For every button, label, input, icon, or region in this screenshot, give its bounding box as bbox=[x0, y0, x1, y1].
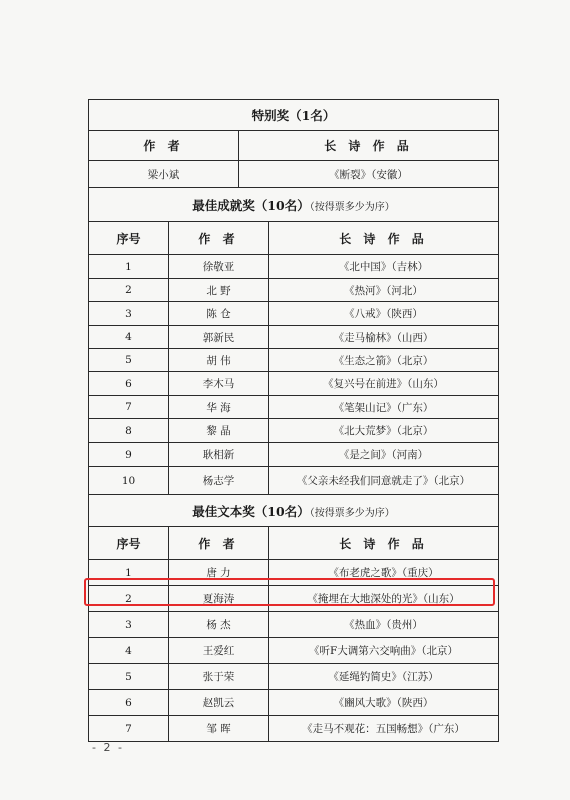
table-row bbox=[89, 326, 499, 349]
author-cell: 邹 晖 bbox=[169, 716, 269, 742]
number-cell: 5 bbox=[89, 349, 169, 372]
work-cell: 《豳风大歌》（陕西） bbox=[269, 690, 499, 716]
table-row bbox=[89, 419, 499, 443]
work-cell: 《父亲未经我们同意就走了》（北京） bbox=[269, 467, 499, 495]
author-cell: 梁小斌 bbox=[89, 161, 239, 188]
table-row bbox=[89, 443, 499, 467]
work-cell: 《断裂》（安徽） bbox=[239, 161, 499, 188]
text-award-title: 最佳文本奖（10名）（按得票多少为序） bbox=[89, 495, 499, 527]
table-row bbox=[89, 716, 499, 742]
ordering-note: （按得票多少为序） bbox=[309, 507, 395, 519]
author-cell: 王爱红 bbox=[169, 638, 269, 664]
author-cell: 唐 力 bbox=[169, 560, 269, 586]
author-cell: 徐敬亚 bbox=[169, 255, 269, 279]
author-cell: 夏海涛 bbox=[169, 586, 269, 612]
work-cell: 《北中国》（吉林） bbox=[269, 255, 499, 279]
author-cell: 华 海 bbox=[169, 396, 269, 419]
table-row bbox=[89, 161, 499, 188]
number-cell: 7 bbox=[89, 396, 169, 419]
author-cell: 耿相新 bbox=[169, 443, 269, 467]
work-cell: 《布老虎之歌》（重庆） bbox=[269, 560, 499, 586]
achievement-award-title-row bbox=[89, 188, 499, 222]
text-award-title-row bbox=[89, 495, 499, 527]
author-cell: 李木马 bbox=[169, 372, 269, 396]
col-work-header: 长 诗 作 品 bbox=[269, 527, 499, 560]
author-cell: 胡 伟 bbox=[169, 349, 269, 372]
table-row bbox=[89, 612, 499, 638]
table-row bbox=[89, 638, 499, 664]
work-cell: 《是之间》（河南） bbox=[269, 443, 499, 467]
number-cell: 9 bbox=[89, 443, 169, 467]
work-cell: 《延绳钓简史》（江苏） bbox=[269, 664, 499, 690]
col-work-header: 长 诗 作 品 bbox=[239, 131, 499, 161]
highlight-box bbox=[84, 578, 495, 606]
col-author-header: 作 者 bbox=[89, 131, 239, 161]
table-row bbox=[89, 349, 499, 372]
table-row bbox=[89, 690, 499, 716]
table-row bbox=[89, 396, 499, 419]
col-number-header: 序号 bbox=[89, 222, 169, 255]
number-cell: 4 bbox=[89, 326, 169, 349]
author-cell: 张于荣 bbox=[169, 664, 269, 690]
number-cell: 3 bbox=[89, 302, 169, 326]
author-cell: 杨志学 bbox=[169, 467, 269, 495]
work-cell: 《热血》（贵州） bbox=[269, 612, 499, 638]
table-row bbox=[89, 664, 499, 690]
work-cell: 《复兴号在前进》（山东） bbox=[269, 372, 499, 396]
work-cell: 《热河》（河北） bbox=[269, 279, 499, 302]
number-cell: 6 bbox=[89, 372, 169, 396]
work-cell: 《八戒》（陕西） bbox=[269, 302, 499, 326]
number-cell: 2 bbox=[89, 586, 169, 612]
work-cell: 《走马不观花：五国畅想》（广东） bbox=[269, 716, 499, 742]
special-award-title: 特别奖（1名） bbox=[89, 100, 499, 131]
number-cell: 3 bbox=[89, 612, 169, 638]
work-cell: 《笔架山记》（广东） bbox=[269, 396, 499, 419]
number-cell: 6 bbox=[89, 690, 169, 716]
number-cell: 4 bbox=[89, 638, 169, 664]
number-cell: 5 bbox=[89, 664, 169, 690]
col-number-header: 序号 bbox=[89, 527, 169, 560]
achievement-award-title: 最佳成就奖（10名）（按得票多少为序） bbox=[89, 188, 499, 222]
page-number: - 2 - bbox=[92, 741, 124, 754]
table-row bbox=[89, 255, 499, 279]
table-row bbox=[89, 372, 499, 396]
author-cell: 陈 仓 bbox=[169, 302, 269, 326]
number-cell: 1 bbox=[89, 560, 169, 586]
number-cell: 1 bbox=[89, 255, 169, 279]
number-cell: 7 bbox=[89, 716, 169, 742]
special-award-header-row bbox=[89, 131, 499, 161]
work-cell: 《生态之箭》（北京） bbox=[269, 349, 499, 372]
author-cell: 杨 杰 bbox=[169, 612, 269, 638]
author-cell: 赵凯云 bbox=[169, 690, 269, 716]
col-work-header: 长 诗 作 品 bbox=[269, 222, 499, 255]
table-row bbox=[89, 302, 499, 326]
achievement-header-row bbox=[89, 222, 499, 255]
work-cell: 《掩埋在大地深处的光》（山东） bbox=[269, 586, 499, 612]
author-cell: 郭新民 bbox=[169, 326, 269, 349]
col-author-header: 作 者 bbox=[169, 527, 269, 560]
work-cell: 《走马榆林》（山西） bbox=[269, 326, 499, 349]
special-award-title-row bbox=[89, 100, 499, 131]
ordering-note: （按得票多少为序） bbox=[309, 201, 395, 213]
number-cell: 10 bbox=[89, 467, 169, 495]
text-award-header-row bbox=[89, 527, 499, 560]
author-cell: 黎 晶 bbox=[169, 419, 269, 443]
awards-table bbox=[88, 99, 499, 742]
work-cell: 《北大荒梦》（北京） bbox=[269, 419, 499, 443]
number-cell: 2 bbox=[89, 279, 169, 302]
number-cell: 8 bbox=[89, 419, 169, 443]
col-author-header: 作 者 bbox=[169, 222, 269, 255]
table-row bbox=[89, 279, 499, 302]
work-cell: 《听F大调第六交响曲》（北京） bbox=[269, 638, 499, 664]
author-cell: 北 野 bbox=[169, 279, 269, 302]
table-row bbox=[89, 467, 499, 495]
